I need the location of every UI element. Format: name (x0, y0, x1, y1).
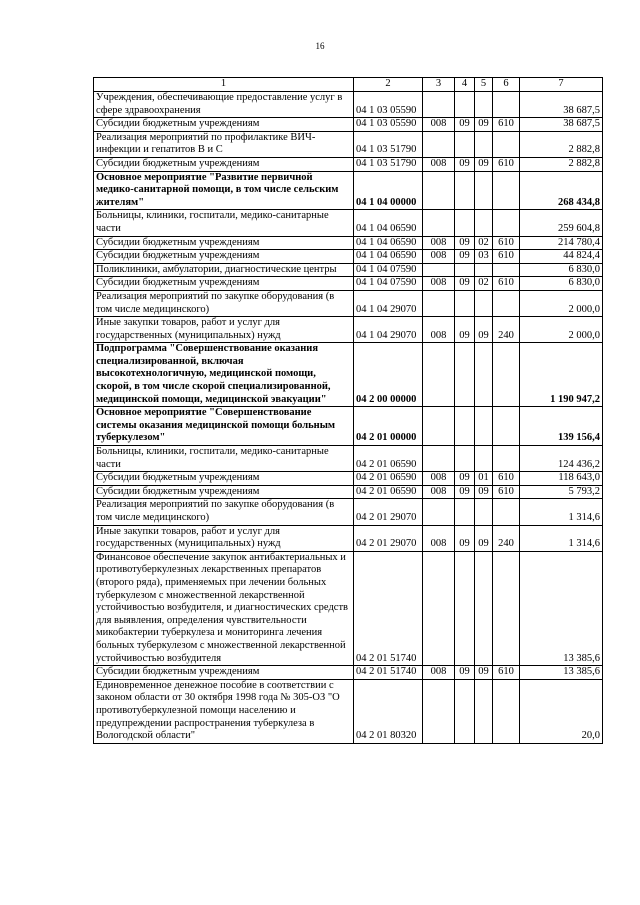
row-sum-cell: 38 687,5 (520, 118, 603, 132)
row-dept-cell: 008 (423, 472, 455, 486)
table-row (94, 236, 603, 250)
row-sum-cell: 13 385,6 (520, 666, 603, 680)
row-code-cell: 04 1 04 29070 (354, 317, 423, 343)
row-code-cell: 04 2 01 00000 (354, 407, 423, 446)
row-expense-type-cell (493, 343, 520, 407)
row-section-cell (455, 499, 475, 525)
row-name-cell: Учреждения, обеспечивающие предоставление услуг в сфере здравоохранения (94, 92, 354, 118)
table-row (94, 250, 603, 264)
row-sum-cell: 38 687,5 (520, 92, 603, 118)
row-subsection-cell (475, 92, 493, 118)
row-dept-cell (423, 343, 455, 407)
row-sum-cell: 2 882,8 (520, 131, 603, 157)
row-sum-cell: 5 793,2 (520, 485, 603, 499)
row-sum-cell: 6 830,0 (520, 263, 603, 277)
row-sum-cell: 268 434,8 (520, 171, 603, 210)
table-row (94, 171, 603, 210)
row-dept-cell: 008 (423, 485, 455, 499)
row-dept-cell: 008 (423, 277, 455, 291)
row-name-cell: Поликлиники, амбулатории, диагностические центры (94, 263, 354, 277)
table-row (94, 472, 603, 486)
table-row (94, 485, 603, 499)
row-code-cell: 04 2 01 51740 (354, 551, 423, 665)
row-subsection-cell (475, 263, 493, 277)
row-expense-type-cell: 610 (493, 236, 520, 250)
header-cell-dept: 3 (423, 78, 455, 92)
row-subsection-cell (475, 290, 493, 316)
row-sum-cell: 139 156,4 (520, 407, 603, 446)
row-code-cell: 04 1 03 51790 (354, 131, 423, 157)
row-subsection-cell: 03 (475, 250, 493, 264)
table-row (94, 118, 603, 132)
row-sum-cell: 214 780,4 (520, 236, 603, 250)
row-dept-cell (423, 171, 455, 210)
row-dept-cell (423, 679, 455, 743)
row-subsection-cell: 09 (475, 317, 493, 343)
row-dept-cell (423, 131, 455, 157)
table-row (94, 263, 603, 277)
row-expense-type-cell: 610 (493, 472, 520, 486)
row-expense-type-cell: 610 (493, 666, 520, 680)
header-cell-code: 2 (354, 78, 423, 92)
row-section-cell (455, 446, 475, 472)
row-code-cell: 04 1 04 29070 (354, 290, 423, 316)
table-row (94, 407, 603, 446)
row-sum-cell: 1 314,6 (520, 499, 603, 525)
row-name-cell: Финансовое обеспечение закупок антибактериальных и противотуберкулезных лекарственных препаратов (второго ряда), применяемых при лечении больных туберкулезом с множественной лекарственной устойчивостью возбудителя, и диагностических средств для выявления, определения чувствительности микобактерии туберкулеза и мониторинга лечения больных туберкулезом с множественной лекарственной устойчивостью возбудителя (94, 551, 354, 665)
row-expense-type-cell: 610 (493, 277, 520, 291)
row-expense-type-cell: 610 (493, 250, 520, 264)
row-section-cell (455, 407, 475, 446)
row-expense-type-cell (493, 446, 520, 472)
row-subsection-cell (475, 551, 493, 665)
row-dept-cell (423, 499, 455, 525)
table-row (94, 551, 603, 665)
row-name-cell: Реализация мероприятий по закупке оборудования (в том числе медицинского) (94, 499, 354, 525)
row-subsection-cell (475, 210, 493, 236)
table-row (94, 131, 603, 157)
row-dept-cell (423, 92, 455, 118)
row-section-cell: 09 (455, 236, 475, 250)
row-expense-type-cell (493, 499, 520, 525)
row-code-cell: 04 2 01 80320 (354, 679, 423, 743)
row-sum-cell: 124 436,2 (520, 446, 603, 472)
row-section-cell: 09 (455, 666, 475, 680)
budget-table (93, 77, 603, 744)
row-sum-cell: 118 643,0 (520, 472, 603, 486)
row-subsection-cell (475, 171, 493, 210)
row-name-cell: Субсидии бюджетным учреждениям (94, 157, 354, 171)
row-code-cell: 04 1 03 51790 (354, 157, 423, 171)
row-sum-cell: 259 604,8 (520, 210, 603, 236)
row-name-cell: Субсидии бюджетным учреждениям (94, 236, 354, 250)
row-section-cell (455, 171, 475, 210)
row-subsection-cell (475, 446, 493, 472)
row-code-cell: 04 2 01 06590 (354, 472, 423, 486)
header-cell-expense-type: 6 (493, 78, 520, 92)
row-subsection-cell: 09 (475, 485, 493, 499)
table-row (94, 446, 603, 472)
row-dept-cell: 008 (423, 118, 455, 132)
row-expense-type-cell (493, 131, 520, 157)
row-expense-type-cell (493, 679, 520, 743)
row-section-cell (455, 290, 475, 316)
row-sum-cell: 2 000,0 (520, 317, 603, 343)
row-section-cell: 09 (455, 317, 475, 343)
row-expense-type-cell (493, 263, 520, 277)
row-dept-cell: 008 (423, 250, 455, 264)
row-section-cell (455, 679, 475, 743)
row-code-cell: 04 1 04 07590 (354, 263, 423, 277)
row-code-cell: 04 2 01 51740 (354, 666, 423, 680)
row-sum-cell: 13 385,6 (520, 551, 603, 665)
table-row (94, 157, 603, 171)
row-name-cell: Основное мероприятие "Совершенствование системы оказания медицинской помощи больным туберкулезом" (94, 407, 354, 446)
row-section-cell: 09 (455, 250, 475, 264)
row-section-cell: 09 (455, 485, 475, 499)
row-name-cell: Иные закупки товаров, работ и услуг для государственных (муниципальных) нужд (94, 317, 354, 343)
row-name-cell: Субсидии бюджетным учреждениям (94, 277, 354, 291)
row-section-cell: 09 (455, 472, 475, 486)
row-section-cell (455, 92, 475, 118)
table-header-row (94, 78, 603, 92)
row-expense-type-cell (493, 551, 520, 665)
row-subsection-cell: 01 (475, 472, 493, 486)
row-subsection-cell (475, 407, 493, 446)
row-code-cell: 04 2 01 06590 (354, 485, 423, 499)
row-section-cell (455, 210, 475, 236)
row-expense-type-cell: 610 (493, 157, 520, 171)
row-section-cell (455, 551, 475, 665)
row-code-cell: 04 1 03 05590 (354, 118, 423, 132)
row-expense-type-cell: 610 (493, 485, 520, 499)
row-code-cell: 04 2 01 29070 (354, 525, 423, 551)
row-expense-type-cell (493, 290, 520, 316)
row-name-cell: Субсидии бюджетным учреждениям (94, 666, 354, 680)
row-expense-type-cell (493, 171, 520, 210)
row-dept-cell: 008 (423, 525, 455, 551)
row-name-cell: Больницы, клиники, госпитали, медико-санитарные части (94, 210, 354, 236)
table-row (94, 210, 603, 236)
row-dept-cell: 008 (423, 157, 455, 171)
row-sum-cell: 44 824,4 (520, 250, 603, 264)
row-dept-cell (423, 263, 455, 277)
row-dept-cell (423, 210, 455, 236)
row-expense-type-cell (493, 210, 520, 236)
header-cell-section: 4 (455, 78, 475, 92)
row-section-cell: 09 (455, 118, 475, 132)
row-section-cell (455, 131, 475, 157)
row-section-cell: 09 (455, 157, 475, 171)
table-row (94, 290, 603, 316)
row-name-cell: Больницы, клиники, госпитали, медико-санитарные части (94, 446, 354, 472)
row-code-cell: 04 1 03 05590 (354, 92, 423, 118)
row-code-cell: 04 1 04 06590 (354, 236, 423, 250)
row-sum-cell: 1 314,6 (520, 525, 603, 551)
row-subsection-cell: 02 (475, 277, 493, 291)
row-subsection-cell: 09 (475, 525, 493, 551)
table-row (94, 317, 603, 343)
row-subsection-cell: 09 (475, 157, 493, 171)
header-cell-subsection: 5 (475, 78, 493, 92)
row-name-cell: Субсидии бюджетным учреждениям (94, 250, 354, 264)
row-subsection-cell: 09 (475, 118, 493, 132)
row-expense-type-cell (493, 92, 520, 118)
row-section-cell: 09 (455, 525, 475, 551)
row-name-cell: Подпрограмма "Совершенствование оказания специализированной, включая высокотехнологичную, медицинской помощи, скорой, в том числе скорой специализированной, медицинской помощи, медицинской эвакуации" (94, 343, 354, 407)
row-name-cell: Субсидии бюджетным учреждениям (94, 485, 354, 499)
table-row (94, 92, 603, 118)
row-expense-type-cell: 610 (493, 118, 520, 132)
row-expense-type-cell: 240 (493, 525, 520, 551)
row-code-cell: 04 2 01 29070 (354, 499, 423, 525)
row-code-cell: 04 2 01 06590 (354, 446, 423, 472)
row-subsection-cell (475, 131, 493, 157)
row-dept-cell (423, 551, 455, 665)
row-sum-cell: 2 000,0 (520, 290, 603, 316)
row-subsection-cell (475, 679, 493, 743)
row-dept-cell: 008 (423, 666, 455, 680)
row-dept-cell (423, 407, 455, 446)
table-row (94, 525, 603, 551)
row-dept-cell: 008 (423, 317, 455, 343)
row-subsection-cell: 02 (475, 236, 493, 250)
row-section-cell: 09 (455, 277, 475, 291)
row-subsection-cell (475, 499, 493, 525)
row-code-cell: 04 1 04 06590 (354, 210, 423, 236)
row-sum-cell: 1 190 947,2 (520, 343, 603, 407)
row-code-cell: 04 1 04 07590 (354, 277, 423, 291)
header-cell-sum: 7 (520, 78, 603, 92)
row-dept-cell: 008 (423, 236, 455, 250)
row-expense-type-cell (493, 407, 520, 446)
row-subsection-cell: 09 (475, 666, 493, 680)
row-section-cell (455, 343, 475, 407)
table-row (94, 343, 603, 407)
row-section-cell (455, 263, 475, 277)
row-name-cell: Иные закупки товаров, работ и услуг для государственных (муниципальных) нужд (94, 525, 354, 551)
row-name-cell: Реализация мероприятий по закупке оборудования (в том числе медицинского) (94, 290, 354, 316)
row-code-cell: 04 2 00 00000 (354, 343, 423, 407)
row-name-cell: Реализация мероприятий по профилактике ВИЧ-инфекции и гепатитов В и С (94, 131, 354, 157)
table-row (94, 277, 603, 291)
header-cell-name: 1 (94, 78, 354, 92)
row-name-cell: Основное мероприятие "Развитие первичной медико-санитарной помощи, в том числе сельским жителям" (94, 171, 354, 210)
row-dept-cell (423, 290, 455, 316)
row-sum-cell: 6 830,0 (520, 277, 603, 291)
row-subsection-cell (475, 343, 493, 407)
row-name-cell: Единовременное денежное пособие в соответствии с законом области от 30 октября 1998 года № 305-ОЗ "О противотуберкулезной помощи населению и предупреждении распространения туберкулеза в Вологодской области" (94, 679, 354, 743)
row-dept-cell (423, 446, 455, 472)
row-name-cell: Субсидии бюджетным учреждениям (94, 118, 354, 132)
row-code-cell: 04 1 04 00000 (354, 171, 423, 210)
row-sum-cell: 2 882,8 (520, 157, 603, 171)
row-code-cell: 04 1 04 06590 (354, 250, 423, 264)
row-sum-cell: 20,0 (520, 679, 603, 743)
table-row (94, 679, 603, 743)
table-row (94, 666, 603, 680)
row-name-cell: Субсидии бюджетным учреждениям (94, 472, 354, 486)
table-row (94, 499, 603, 525)
page-number: 16 (315, 41, 325, 51)
row-expense-type-cell: 240 (493, 317, 520, 343)
